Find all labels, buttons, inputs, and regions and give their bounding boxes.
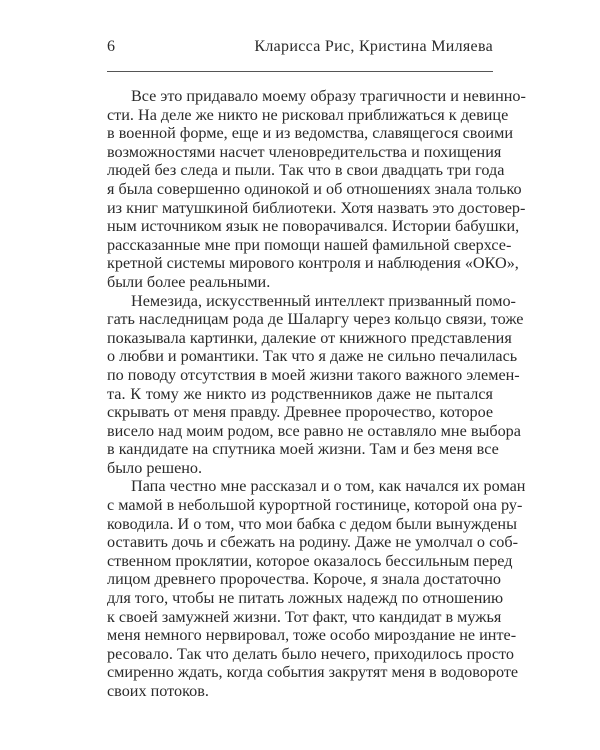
text-line: для того, чтобы не питать ложных надежд по отношению (107, 589, 504, 608)
text-line: оставить дочь и сбежать на родину. Даже не умолчал о соб- (107, 533, 518, 552)
running-title-authors: Кларисса Рис, Кристина Миляева (254, 38, 493, 55)
text-line: та. К тому же никто из родственников даже не пытался (107, 384, 493, 403)
text-line: гать наследницам рода де Шаларгу через кольцо связи, тоже (107, 310, 524, 329)
text-line: сти. На деле же никто не рисковал приближаться к девице (107, 105, 509, 124)
text-line: своих потоков. (107, 682, 209, 700)
text-line: висело над моим родом, все равно не оставляло мне выбора (107, 421, 521, 440)
text-line: лицом древнего пророчества. Короче, я знала достаточно (107, 570, 502, 589)
text-line: ным источником язык не поворачивался. Истории бабушки, (107, 217, 520, 236)
text-line: Немезида, искусственный интеллект призванный помо- (131, 291, 516, 310)
paragraph (107, 291, 524, 478)
text-line: людей без следа и пыли. Так что в свои двадцать три года (107, 161, 505, 180)
text-line: ственном проклятии, которое оказалось бессильным перед (107, 551, 513, 570)
text-line: возможностями насчет членовредительства и похищения (107, 142, 502, 161)
text-line: в кандидате на спутника моей жизни. Там и без меня все (107, 440, 499, 459)
text-line: показывала картинки, далекие от книжного представления (107, 328, 512, 347)
text-line: Все это придавало моему образу трагичности и невинно- (131, 87, 526, 105)
text-line: я была совершенно одинокой и об отношениях знала только (107, 179, 522, 198)
text-line: были более реальными. (107, 272, 271, 291)
text-line: скрывать от меня правду. Древнее пророчество, которое (107, 403, 494, 422)
text-line: к своей замужней жизни. Тот факт, что кандидат в мужья (107, 607, 502, 626)
page-number: 6 (107, 38, 115, 55)
text-line: о любви и романтики. Так что я даже не сильно печалилась (107, 347, 518, 366)
header-rule (107, 71, 493, 72)
text-line: с мамой в небольшой курортной гостинице, которой она ру- (107, 496, 523, 515)
text-line: ресовало. Так что делать было нечего, приходилось просто (107, 644, 515, 663)
page-header (107, 38, 493, 60)
paragraph (107, 477, 526, 700)
text-line: ководила. И о том, что мои бабка с дедом были вынуждены (107, 514, 517, 533)
text-line: было решено. (107, 458, 203, 477)
text-line: в военной форме, еще и из ведомства, славящегося своими (107, 124, 513, 143)
text-line: по поводу отсутствия в моей жизни такого важного элемен- (107, 365, 520, 384)
text-line: рассказанные мне при помощи нашей фамильной сверхсе- (107, 235, 512, 254)
text-line: меня немного нервировал, тоже особо мироздание не инте- (107, 626, 517, 645)
text-line: из книг матушкиной библиотеки. Хотя назвать это достовер- (107, 198, 526, 217)
text-line: кретной системы мирового контроля и наблюдения «ОКО», (107, 254, 519, 273)
text-line: смиренно ждать, когда события закрутят меня в водовороте (107, 663, 519, 682)
page-body-text (107, 87, 526, 701)
text-line: Папа честно мне рассказал и о том, как начался их роман (131, 477, 526, 496)
paragraph (107, 87, 526, 292)
